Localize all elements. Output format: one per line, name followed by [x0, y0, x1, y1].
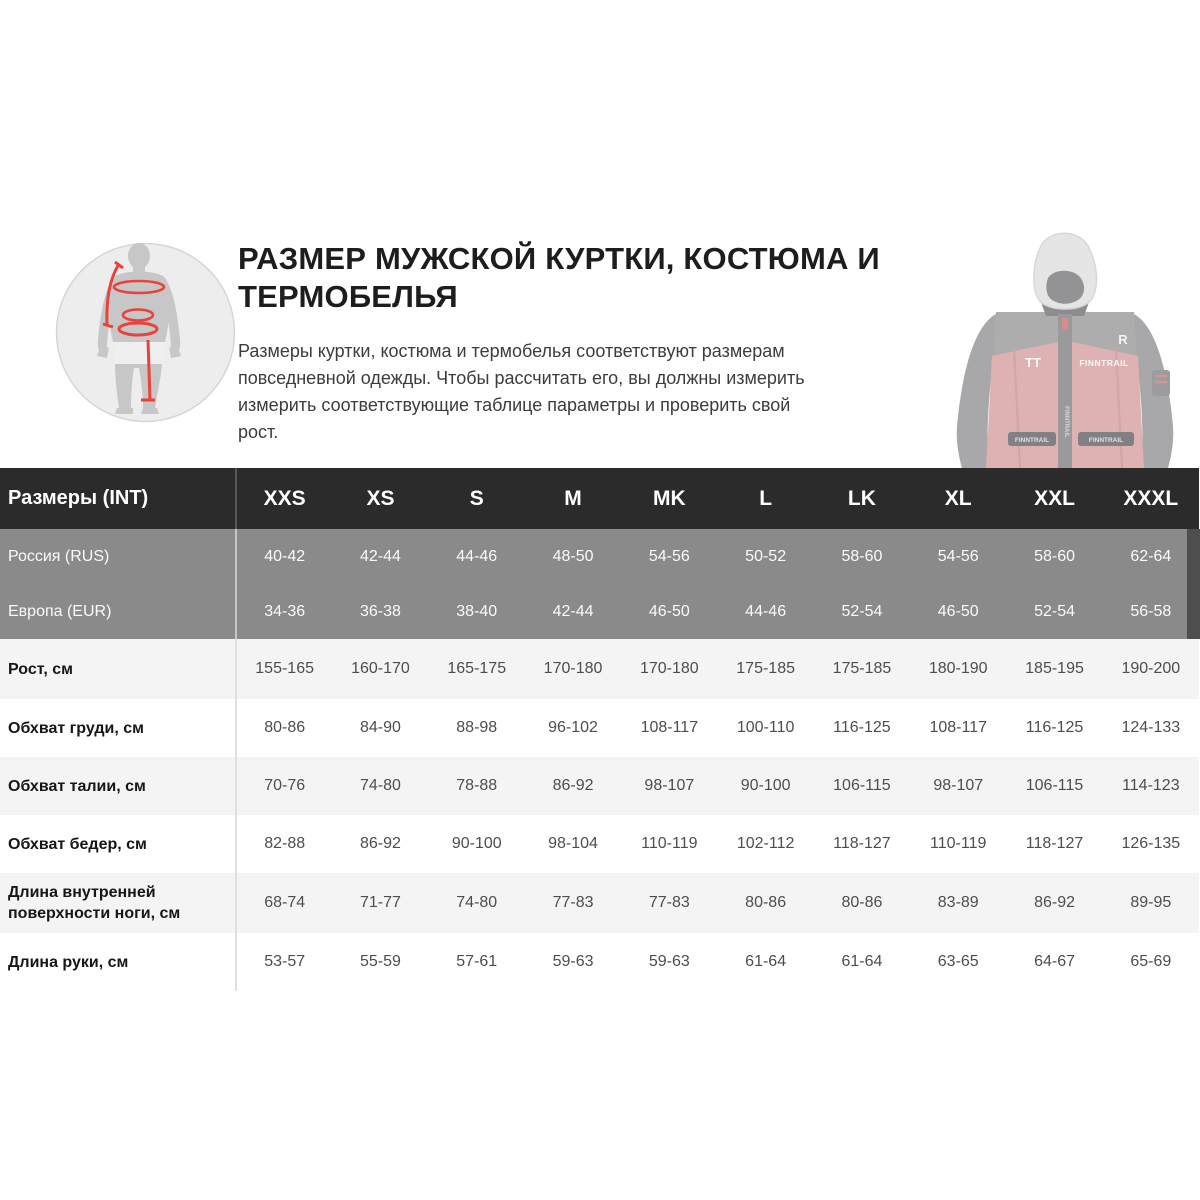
size-value-cell: 86-92	[359, 835, 401, 852]
size-value-cell: 86-92	[552, 777, 594, 794]
size-value-cell: 46-50	[648, 602, 690, 620]
size-value-cell: 48-50	[552, 547, 594, 565]
table-row	[0, 584, 1199, 639]
column-header-xxl: XXL	[1034, 486, 1075, 510]
size-value-cell: 58-60	[1034, 547, 1075, 565]
description-line: измерить соответствующие таблице параметры и проверить свой	[238, 395, 791, 415]
header-row	[0, 468, 1199, 529]
column-header-xxxl: XXXL	[1123, 486, 1179, 510]
jacket-logo-tt: TT	[1025, 355, 1041, 370]
row-label-cell: Обхват бедер, см	[0, 815, 236, 873]
size-value-cell: 116-125	[833, 719, 891, 736]
size-value-cell: 106-115	[833, 777, 891, 794]
size-value-cell: 118-127	[833, 835, 891, 852]
size-value-cell: 190-200	[1121, 660, 1181, 677]
size-value-cell: 64-67	[1034, 953, 1075, 970]
size-value-cell: 160-170	[351, 660, 410, 677]
size-table-header	[0, 468, 1199, 529]
size-value-cell: 96-102	[548, 719, 598, 736]
table-row	[0, 757, 1199, 815]
size-value-cell: 90-100	[451, 835, 502, 852]
intro-block	[238, 240, 938, 446]
column-header-xs: XS	[366, 486, 395, 510]
column-header-l: L	[759, 486, 773, 510]
size-value-cell: 110-119	[930, 835, 987, 852]
size-value-cell: 42-44	[359, 547, 401, 565]
size-value-cell: 106-115	[1025, 777, 1084, 794]
size-value-cell: 102-112	[736, 835, 795, 852]
size-value-cell: 44-46	[456, 547, 498, 565]
row-label-cell: Россия (RUS)	[0, 529, 236, 584]
table-row	[0, 873, 1199, 933]
size-value-cell: 46-50	[937, 602, 979, 620]
jacket-placket-label: FINNTRAIL	[1063, 406, 1069, 438]
page-title	[238, 240, 938, 316]
size-value-cell: 59-63	[648, 953, 690, 970]
size-table-section	[0, 468, 1200, 991]
size-value-cell: 84-90	[359, 719, 401, 736]
jacket-strap-left-label: FINNTRAIL	[1014, 437, 1050, 444]
column-header-xxs: XXS	[263, 486, 306, 510]
column-header-lk: LK	[847, 486, 876, 510]
size-table	[0, 468, 1200, 991]
row-label-cell: Длина руки, см	[0, 933, 236, 991]
size-value-cell: 50-52	[745, 547, 787, 565]
size-value-cell: 77-83	[552, 894, 594, 911]
size-value-cell: 65-69	[1130, 953, 1172, 970]
column-header-m: M	[564, 486, 582, 510]
size-value-cell: 155-165	[255, 660, 314, 677]
size-value-cell: 34-36	[264, 602, 306, 620]
size-value-cell: 70-76	[264, 777, 306, 794]
size-value-cell: 58-60	[841, 547, 883, 565]
row-label-cell: Обхват талии, см	[0, 757, 236, 815]
jacket-logo-r: R	[1118, 332, 1128, 347]
page-description	[238, 338, 938, 446]
size-value-cell: 61-64	[745, 953, 787, 970]
row-label-cell: Рост, см	[0, 639, 236, 699]
size-value-cell: 52-54	[1034, 602, 1075, 620]
size-value-cell: 36-38	[359, 602, 401, 620]
row-label-cell: Европа (EUR)	[0, 584, 236, 639]
size-value-cell: 80-86	[745, 894, 787, 911]
size-value-cell: 108-117	[640, 719, 699, 736]
size-value-cell: 175-185	[736, 660, 795, 677]
size-value-cell: 74-80	[456, 894, 498, 911]
size-value-cell: 53-57	[264, 953, 306, 970]
size-value-cell: 83-89	[937, 894, 979, 911]
size-value-cell: 108-117	[929, 719, 987, 736]
size-value-cell: 68-74	[264, 894, 306, 911]
column-header-s: S	[469, 486, 484, 510]
size-value-cell: 98-107	[644, 777, 695, 794]
table-right-edge-shadow	[1187, 529, 1200, 639]
size-value-cell: 80-86	[841, 894, 883, 911]
size-value-cell: 55-59	[359, 953, 401, 970]
size-value-cell: 44-46	[745, 602, 787, 620]
jacket-brand-chest: FINNTRAIL	[1079, 358, 1129, 368]
jacket-product-image	[936, 222, 1194, 468]
size-value-cell: 38-40	[456, 602, 498, 620]
page-title-line1: РАЗМЕР МУЖСКОЙ КУРТКИ, КОСТЮМА И	[238, 241, 880, 276]
shorts-area	[113, 342, 165, 364]
row-label-cell: Длина внутренней поверхности ноги, см	[0, 873, 236, 933]
table-row	[0, 699, 1199, 757]
size-value-cell: 90-100	[740, 777, 791, 794]
size-value-cell: 63-65	[937, 953, 979, 970]
size-value-cell: 98-107	[933, 777, 984, 794]
size-value-cell: 56-58	[1130, 602, 1172, 620]
table-row	[0, 933, 1199, 991]
size-value-cell: 88-98	[456, 719, 498, 736]
jacket-strap-right-label: FINNTRAIL	[1088, 437, 1124, 444]
size-value-cell: 118-127	[1025, 835, 1084, 852]
table-row	[0, 639, 1199, 699]
size-value-cell: 165-175	[447, 660, 507, 677]
size-value-cell: 100-110	[736, 719, 795, 736]
size-value-cell: 170-180	[543, 660, 603, 677]
size-value-cell: 61-64	[841, 953, 883, 970]
description-line: рост.	[238, 422, 279, 442]
size-value-cell: 77-83	[648, 894, 690, 911]
page-title-line2: ТЕРМОБЕЛЬЯ	[238, 279, 458, 314]
description-line: повседневной одежды. Чтобы рассчитать его, вы должны измерить	[238, 368, 805, 388]
table-corner-label: Размеры (INT)	[0, 468, 236, 529]
size-value-cell: 116-125	[1025, 719, 1084, 736]
size-value-cell: 54-56	[648, 547, 690, 565]
size-value-cell: 89-95	[1130, 894, 1172, 911]
column-header-xl: XL	[944, 486, 972, 510]
size-value-cell: 124-133	[1121, 719, 1181, 736]
column-header-mk: MK	[653, 486, 686, 510]
size-value-cell: 62-64	[1130, 547, 1172, 565]
body-measurement-icon	[55, 242, 236, 423]
table-row	[0, 529, 1199, 584]
size-value-cell: 180-190	[928, 660, 988, 677]
size-value-cell: 80-86	[264, 719, 306, 736]
size-value-cell: 40-42	[264, 547, 306, 565]
size-value-cell: 78-88	[456, 777, 498, 794]
size-value-cell: 54-56	[937, 547, 979, 565]
row-label-cell: Обхват груди, см	[0, 699, 236, 757]
size-value-cell: 42-44	[552, 602, 594, 620]
size-value-cell: 170-180	[639, 660, 699, 677]
size-table-body	[0, 529, 1199, 991]
size-value-cell: 98-104	[548, 835, 598, 852]
size-value-cell: 59-63	[552, 953, 594, 970]
size-value-cell: 175-185	[832, 660, 892, 677]
size-value-cell: 82-88	[264, 835, 306, 852]
size-value-cell: 74-80	[359, 777, 401, 794]
size-value-cell: 126-135	[1121, 835, 1181, 852]
size-value-cell: 57-61	[456, 953, 498, 970]
size-value-cell: 86-92	[1034, 894, 1075, 911]
description-line: Размеры куртки, костюма и термобелья соответствуют размерам	[238, 341, 785, 361]
hero-section	[0, 0, 1200, 468]
size-value-cell: 52-54	[841, 602, 883, 620]
size-value-cell: 114-123	[1122, 777, 1180, 794]
table-row	[0, 815, 1199, 873]
size-value-cell: 71-77	[359, 894, 401, 911]
size-value-cell: 110-119	[641, 835, 698, 852]
size-value-cell: 185-195	[1025, 660, 1084, 677]
